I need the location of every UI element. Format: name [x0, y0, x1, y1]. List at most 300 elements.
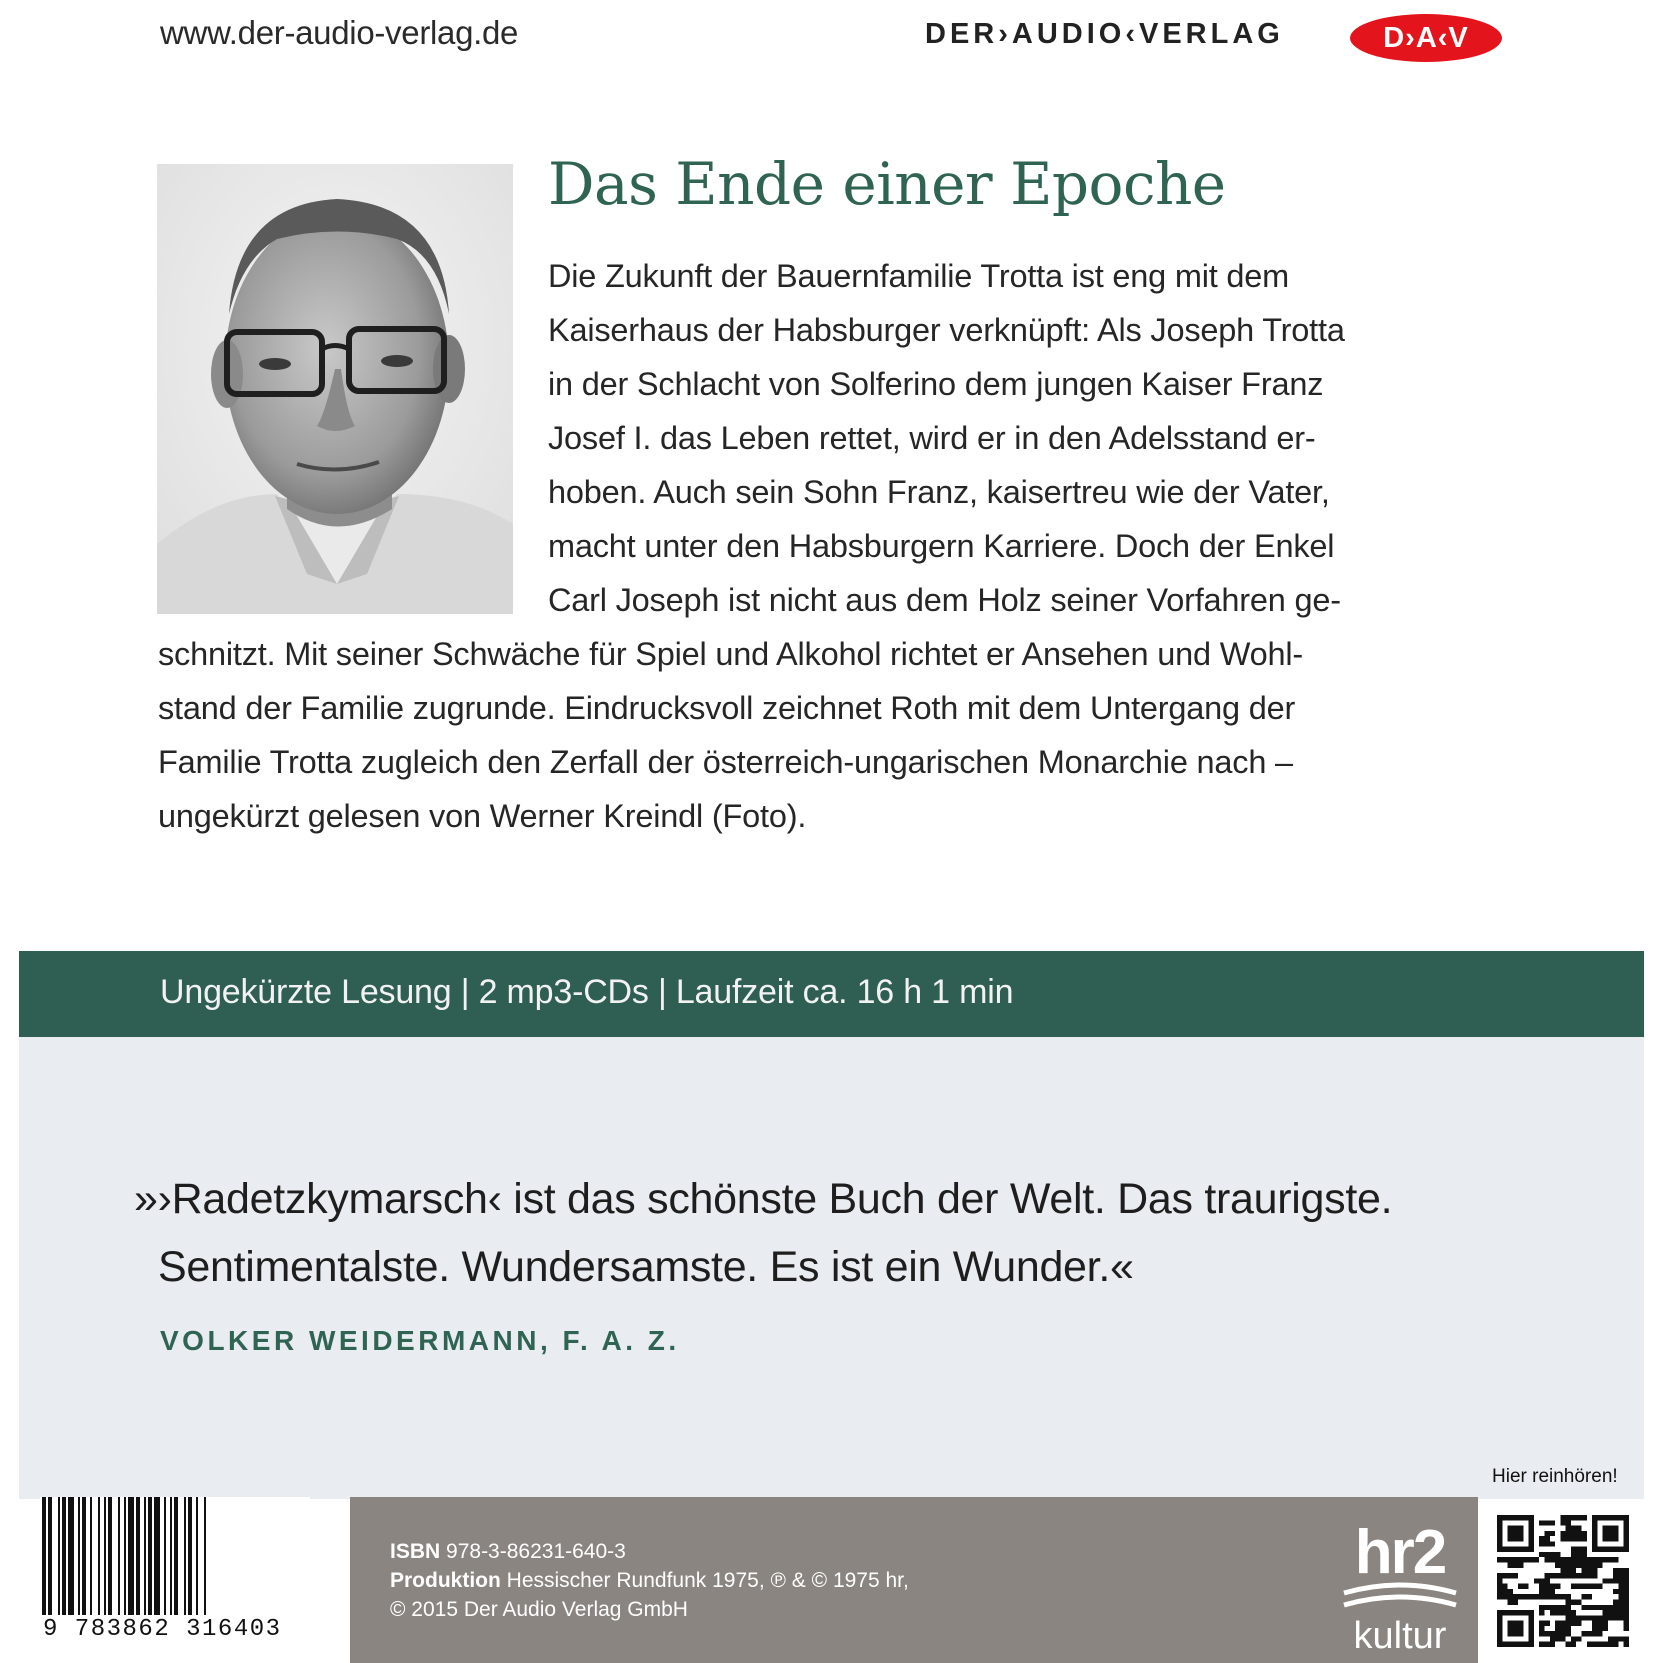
qr-module — [1497, 1584, 1502, 1589]
barcode-bar — [98, 1497, 100, 1615]
qr-module — [1534, 1594, 1539, 1599]
qr-module — [1581, 1594, 1586, 1599]
qr-module — [1576, 1536, 1581, 1541]
qr-module — [1566, 1626, 1571, 1631]
qr-module — [1539, 1626, 1544, 1631]
qr-module — [1603, 1621, 1608, 1626]
qr-module — [1555, 1610, 1560, 1615]
qr-module — [1560, 1605, 1565, 1610]
qr-module — [1539, 1578, 1544, 1583]
qr-module — [1587, 1605, 1592, 1610]
qr-module — [1571, 1621, 1576, 1626]
qr-module — [1560, 1515, 1565, 1520]
quote-author: VOLKER WEIDERMANN, F. A. Z. — [160, 1325, 680, 1356]
qr-module — [1497, 1578, 1502, 1583]
qr-module — [1571, 1552, 1576, 1557]
qr-module — [1513, 1573, 1518, 1578]
qr-module — [1624, 1642, 1629, 1647]
qr-module — [1613, 1578, 1618, 1583]
qr-module — [1513, 1563, 1518, 1568]
qr-module — [1597, 1615, 1602, 1620]
qr-module — [1597, 1605, 1602, 1610]
qr-module — [1560, 1626, 1565, 1631]
qr-module — [1592, 1563, 1597, 1568]
qr-module — [1529, 1594, 1534, 1599]
qr-module — [1613, 1573, 1618, 1578]
barcode-bar — [90, 1497, 92, 1615]
qr-module — [1550, 1552, 1555, 1557]
barcode-bar — [82, 1497, 86, 1615]
qr-module — [1624, 1573, 1629, 1578]
qr-module — [1555, 1584, 1560, 1589]
qr-module — [1545, 1573, 1550, 1578]
qr-module — [1581, 1568, 1586, 1573]
barcode-bar — [204, 1497, 206, 1615]
qr-module — [1613, 1599, 1618, 1604]
qr-module — [1608, 1636, 1613, 1641]
qr-module — [1603, 1526, 1619, 1542]
qr-module — [1597, 1626, 1602, 1631]
qr-module — [1555, 1563, 1560, 1568]
qr-module — [1618, 1615, 1623, 1620]
qr-module — [1592, 1626, 1597, 1631]
qr-module — [1576, 1547, 1581, 1552]
qr-module — [1513, 1557, 1518, 1562]
qr-module — [1592, 1605, 1597, 1610]
qr-module — [1545, 1552, 1550, 1557]
barcode-bar — [164, 1497, 166, 1615]
qr-module — [1539, 1541, 1544, 1546]
qr-module — [1523, 1594, 1528, 1599]
qr-module — [1576, 1557, 1581, 1562]
qr-module — [1566, 1568, 1571, 1573]
qr-module — [1550, 1636, 1555, 1641]
qr-module — [1624, 1584, 1629, 1589]
qr-module — [1624, 1610, 1629, 1615]
qr-module — [1566, 1610, 1571, 1615]
qr-module — [1613, 1615, 1618, 1620]
qr-module — [1581, 1573, 1586, 1578]
qr-module — [1613, 1589, 1618, 1594]
barcode-bar — [104, 1497, 106, 1615]
qr-module — [1592, 1642, 1597, 1647]
qr-module — [1624, 1515, 1629, 1552]
qr-module — [1497, 1610, 1534, 1615]
qr-module — [1592, 1621, 1597, 1626]
barcode-bar — [144, 1497, 146, 1615]
qr-module — [1539, 1520, 1544, 1525]
qr-module — [1550, 1631, 1555, 1636]
qr-module — [1539, 1552, 1544, 1557]
qr-module — [1502, 1589, 1507, 1594]
qr-module — [1523, 1584, 1528, 1589]
qr-module — [1545, 1541, 1550, 1546]
qr-module — [1560, 1621, 1565, 1626]
qr-module — [1581, 1552, 1586, 1557]
qr-module — [1550, 1520, 1555, 1525]
qr-module — [1587, 1642, 1592, 1647]
qr-module — [1587, 1568, 1592, 1573]
qr-module — [1618, 1578, 1623, 1583]
qr-module — [1624, 1589, 1629, 1594]
qr-module — [1497, 1515, 1502, 1552]
qr-module — [1550, 1584, 1555, 1589]
narrator-portrait — [157, 164, 513, 614]
qr-module — [1566, 1526, 1571, 1531]
qr-module — [1523, 1557, 1528, 1562]
qr-module — [1534, 1578, 1539, 1583]
qr-module — [1545, 1631, 1550, 1636]
barcode-bar — [78, 1497, 80, 1615]
qr-module — [1624, 1594, 1629, 1599]
qr-module — [1592, 1515, 1597, 1552]
product-info: Ungekürzte Lesung | 2 mp3-CDs | Laufzeit ca. 16 h 1 min — [160, 973, 1014, 1011]
barcode-bar — [118, 1497, 120, 1615]
qr-module — [1545, 1642, 1550, 1647]
qr-module — [1597, 1621, 1602, 1626]
production-line — [390, 1569, 909, 1593]
qr-module — [1566, 1631, 1571, 1636]
logo-hr2-text: hr2 — [1354, 1518, 1446, 1587]
qr-module — [1566, 1642, 1571, 1647]
qr-module — [1508, 1526, 1524, 1542]
qr-module — [1560, 1631, 1565, 1636]
qr-module — [1560, 1531, 1565, 1536]
description-line: schnitzt. Mit seiner Schwäche für Spiel und Alkohol richtet er Ansehen und Wohl- — [158, 636, 1303, 672]
qr-module — [1508, 1594, 1513, 1599]
qr-module — [1587, 1563, 1592, 1568]
qr-module — [1508, 1599, 1513, 1604]
qr-module — [1576, 1515, 1581, 1520]
qr-module — [1508, 1621, 1524, 1637]
qr-module — [1550, 1642, 1555, 1647]
barcode-bar — [58, 1497, 60, 1615]
qr-module — [1613, 1642, 1618, 1647]
qr-module — [1618, 1573, 1623, 1578]
qr-module — [1608, 1642, 1613, 1647]
description-line: ungekürzt gelesen von Werner Kreindl (Foto). — [158, 798, 807, 834]
qr-module — [1545, 1520, 1550, 1525]
qr-module — [1566, 1573, 1571, 1578]
qr-module — [1571, 1563, 1576, 1568]
description-line: hoben. Auch sein Sohn Franz, kaisertreu wie der Vater, — [548, 474, 1330, 510]
qr-module — [1560, 1610, 1565, 1615]
qr-module — [1497, 1594, 1502, 1599]
qr-module — [1518, 1584, 1523, 1589]
qr-module — [1592, 1584, 1597, 1589]
qr-module — [1587, 1557, 1592, 1562]
qr-module — [1618, 1589, 1623, 1594]
qr-module — [1529, 1610, 1534, 1647]
qr-module — [1581, 1563, 1586, 1568]
qr-module — [1587, 1631, 1592, 1636]
qr-module — [1560, 1568, 1565, 1573]
qr-module — [1550, 1605, 1555, 1610]
qr-module — [1613, 1568, 1618, 1573]
qr-module — [1581, 1547, 1586, 1552]
qr-module — [1560, 1520, 1565, 1525]
qr-module — [1550, 1557, 1555, 1562]
qr-module — [1545, 1589, 1550, 1594]
qr-module — [1618, 1599, 1623, 1604]
production-label: Produktion — [390, 1569, 501, 1592]
qr-module — [1597, 1557, 1602, 1562]
qr-module — [1571, 1526, 1576, 1531]
qr-module — [1624, 1568, 1629, 1573]
qr-module — [1560, 1536, 1565, 1541]
qr-module — [1550, 1531, 1555, 1536]
qr-module — [1613, 1605, 1618, 1610]
qr-module — [1576, 1615, 1581, 1620]
qr-module — [1624, 1578, 1629, 1583]
copyright-line: © 2015 Der Audio Verlag GmbH — [390, 1598, 688, 1621]
listen-label: Hier reinhören! — [1492, 1466, 1618, 1487]
qr-module — [1508, 1563, 1513, 1568]
qr-module — [1502, 1584, 1507, 1589]
publisher-wordmark: DER›AUDIO‹VERLAG — [925, 18, 1284, 50]
qr-module — [1608, 1610, 1613, 1615]
qr-module — [1550, 1610, 1555, 1615]
barcode-bar — [42, 1497, 46, 1615]
barcode-bar — [128, 1497, 134, 1615]
qr-module — [1624, 1599, 1629, 1604]
qr-module — [1597, 1584, 1602, 1589]
description-line: Kaiserhaus der Habsburger verknüpft: Als Joseph Trotta — [548, 312, 1345, 348]
logo-kultur-text: kultur — [1353, 1615, 1447, 1655]
qr-module — [1581, 1605, 1586, 1610]
qr-module — [1624, 1621, 1629, 1626]
isbn-value: 978-3-86231-640-3 — [446, 1540, 626, 1563]
qr-module — [1618, 1568, 1623, 1573]
qr-module — [1566, 1615, 1571, 1620]
qr-module — [1603, 1610, 1608, 1615]
qr-module — [1539, 1605, 1544, 1610]
qr-module — [1513, 1594, 1518, 1599]
description-line: Die Zukunft der Bauernfamilie Trotta ist eng mit dem — [548, 258, 1290, 294]
qr-module — [1534, 1557, 1539, 1562]
qr-module — [1587, 1594, 1592, 1599]
qr-module — [1618, 1594, 1623, 1599]
qr-module — [1539, 1621, 1544, 1626]
qr-module — [1597, 1642, 1602, 1647]
qr-module — [1550, 1573, 1555, 1578]
quote-line: Sentimentalste. Wundersamste. Es ist ein Wunder.« — [158, 1243, 1134, 1291]
qr-module — [1618, 1584, 1623, 1589]
qr-module — [1555, 1594, 1560, 1599]
qr-module — [1539, 1610, 1544, 1615]
qr-module — [1603, 1642, 1608, 1647]
qr-module — [1618, 1610, 1623, 1615]
qr-module — [1550, 1589, 1555, 1594]
qr-module — [1571, 1568, 1576, 1573]
qr-module — [1555, 1626, 1560, 1631]
qr-module — [1566, 1599, 1571, 1604]
qr-module — [1576, 1599, 1581, 1604]
qr-module — [1592, 1557, 1597, 1562]
qr-module — [1566, 1605, 1571, 1610]
website-url: www.der-audio-verlag.de — [160, 14, 519, 51]
qr-module — [1497, 1547, 1534, 1552]
qr-code[interactable] — [1497, 1515, 1629, 1647]
qr-module — [1539, 1642, 1544, 1647]
qr-module — [1576, 1552, 1581, 1557]
qr-module — [1571, 1573, 1576, 1578]
qr-module — [1545, 1584, 1550, 1589]
qr-module — [1555, 1621, 1560, 1626]
qr-module — [1571, 1642, 1576, 1647]
qr-module — [1566, 1563, 1571, 1568]
qr-module — [1545, 1557, 1550, 1562]
barcode-bar — [124, 1497, 126, 1615]
qr-module — [1555, 1631, 1560, 1636]
qr-module — [1624, 1615, 1629, 1620]
qr-module — [1592, 1615, 1597, 1620]
qr-module — [1587, 1573, 1592, 1578]
qr-module — [1592, 1568, 1597, 1573]
qr-module — [1624, 1636, 1629, 1641]
qr-module — [1603, 1615, 1608, 1620]
qr-module — [1624, 1605, 1629, 1610]
qr-module — [1513, 1599, 1518, 1604]
barcode-bar — [148, 1497, 152, 1615]
qr-module — [1529, 1515, 1534, 1552]
qr-module — [1539, 1536, 1544, 1541]
qr-module — [1597, 1563, 1602, 1568]
qr-module — [1555, 1636, 1560, 1641]
qr-module — [1576, 1573, 1581, 1578]
qr-module — [1576, 1531, 1581, 1536]
qr-module — [1581, 1631, 1586, 1636]
barcode-bar — [188, 1497, 192, 1615]
description-line: Carl Joseph ist nicht aus dem Holz seiner Vorfahren ge- — [548, 582, 1341, 618]
qr-module — [1508, 1589, 1513, 1594]
qr-module — [1608, 1615, 1613, 1620]
qr-module — [1592, 1573, 1597, 1578]
barcode-bar — [68, 1497, 74, 1615]
barcode-bar — [170, 1497, 172, 1615]
qr-module — [1550, 1541, 1555, 1546]
qr-module — [1571, 1536, 1576, 1541]
qr-module — [1566, 1557, 1571, 1562]
description-line: macht unter den Habsburgern Karriere. Doch der Enkel — [548, 528, 1335, 564]
qr-module — [1581, 1531, 1586, 1536]
qr-module — [1571, 1557, 1576, 1562]
qr-module — [1592, 1631, 1597, 1636]
qr-module — [1555, 1557, 1560, 1562]
qr-module — [1545, 1578, 1550, 1583]
qr-module — [1571, 1599, 1576, 1604]
qr-module — [1497, 1589, 1502, 1594]
qr-module — [1545, 1536, 1550, 1541]
qr-module — [1618, 1605, 1623, 1610]
qr-module — [1581, 1615, 1586, 1620]
qr-module — [1624, 1626, 1629, 1631]
qr-module — [1539, 1594, 1544, 1599]
qr-module — [1539, 1631, 1544, 1636]
qr-module — [1555, 1552, 1560, 1557]
qr-module — [1608, 1605, 1613, 1610]
qr-module — [1560, 1573, 1565, 1578]
qr-module — [1502, 1594, 1507, 1599]
qr-module — [1576, 1621, 1581, 1626]
barcode-bar — [108, 1497, 112, 1615]
qr-module — [1571, 1531, 1576, 1536]
qr-module — [1566, 1536, 1571, 1541]
barcode-bar — [154, 1497, 160, 1615]
qr-module — [1497, 1610, 1502, 1647]
qr-module — [1497, 1573, 1502, 1578]
qr-module — [1613, 1610, 1618, 1615]
qr-module — [1587, 1615, 1592, 1620]
qr-module — [1529, 1557, 1534, 1562]
qr-module — [1566, 1621, 1571, 1626]
qr-module — [1581, 1584, 1586, 1589]
qr-module — [1497, 1642, 1534, 1647]
qr-module — [1571, 1547, 1576, 1552]
qr-module — [1608, 1557, 1613, 1562]
qr-module — [1545, 1605, 1550, 1610]
qr-module — [1502, 1573, 1507, 1578]
dav-logo: D›A‹V — [1350, 14, 1502, 62]
qr-module — [1539, 1584, 1544, 1589]
qr-module — [1613, 1636, 1618, 1641]
qr-module — [1550, 1594, 1555, 1599]
qr-module — [1603, 1578, 1608, 1583]
qr-module — [1560, 1594, 1565, 1599]
qr-module — [1560, 1563, 1565, 1568]
qr-module — [1571, 1610, 1576, 1615]
qr-module — [1592, 1515, 1629, 1520]
hr2-kultur-logo — [1340, 1515, 1460, 1655]
qr-module — [1555, 1573, 1560, 1578]
qr-module — [1581, 1557, 1586, 1562]
qr-module — [1581, 1536, 1586, 1541]
qr-module — [1576, 1584, 1581, 1589]
qr-module — [1603, 1605, 1608, 1610]
barcode-bar — [48, 1497, 52, 1615]
quote-line: »›Radetzkymarsch‹ ist das schönste Buch der Welt. Das traurigste. — [134, 1175, 1393, 1223]
qr-module — [1560, 1636, 1565, 1641]
description-line: Familie Trotta zugleich den Zerfall der österreich-ungarischen Monarchie nach – — [158, 744, 1293, 780]
qr-module — [1518, 1563, 1523, 1568]
qr-module — [1518, 1594, 1523, 1599]
qr-module — [1566, 1531, 1571, 1536]
barcode-bar — [184, 1497, 186, 1615]
qr-module — [1587, 1584, 1592, 1589]
qr-module — [1497, 1515, 1534, 1520]
qr-module — [1566, 1520, 1571, 1525]
barcode-bar — [174, 1497, 178, 1615]
production-value: Hessischer Rundfunk 1975, ℗ & © 1975 hr, — [506, 1569, 909, 1592]
qr-module — [1581, 1515, 1586, 1520]
qr-module — [1571, 1636, 1576, 1641]
qr-module — [1576, 1636, 1581, 1641]
qr-module — [1576, 1563, 1581, 1568]
barcode-bar — [196, 1497, 198, 1615]
qr-module — [1576, 1526, 1581, 1531]
qr-module — [1566, 1515, 1571, 1520]
qr-module — [1497, 1557, 1502, 1562]
headline: Das Ende einer Epoche — [548, 150, 1226, 218]
qr-module — [1603, 1557, 1608, 1562]
barcode-number: 9 783862 316403 — [43, 1616, 282, 1643]
qr-module — [1613, 1557, 1618, 1562]
qr-module — [1518, 1557, 1523, 1562]
qr-module — [1545, 1594, 1550, 1599]
qr-module — [1539, 1589, 1544, 1594]
description-line: stand der Familie zugrunde. Eindrucksvoll zeichnet Roth mit dem Untergang der — [158, 690, 1296, 726]
qr-module — [1555, 1605, 1560, 1610]
